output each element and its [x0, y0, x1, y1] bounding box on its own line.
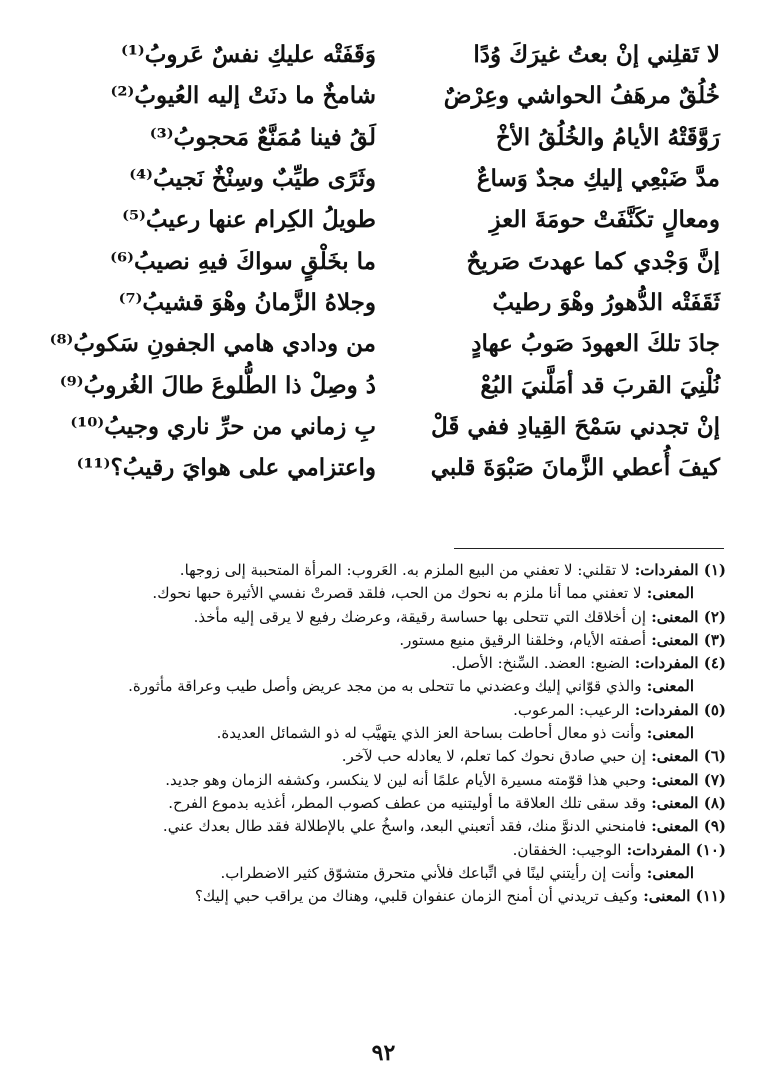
verse-second-hemistich: وجلاهُ الزَّمانُ وهْوَ قشيبُ⁽⁷⁾	[118, 288, 376, 316]
footnote	[70, 862, 726, 885]
footnote-divider	[454, 548, 724, 549]
verse-second-hemistich: ما بخَلْقٍ سواكَ فيهِ نصيبُ⁽⁶⁾	[110, 247, 376, 275]
footnote-label: المعنى:	[646, 584, 694, 603]
footnote-label: المعنى:	[651, 770, 699, 789]
footnote	[70, 699, 726, 722]
page-number: ٩٢	[371, 1040, 396, 1066]
verse-10	[58, 406, 720, 447]
footnote	[70, 629, 726, 652]
verse-first-hemistich: خُلُقٌ مرهَفُ الحواشي وعِرْضٌ	[443, 82, 720, 110]
footnote-text: وأنت ذو معال أحاطت بساحة العز الذي يتهيَّب له ذو الشمائل العديدة.	[216, 724, 642, 743]
verse-first-hemistich: نُلْنِيَ القربَ قد أمَلَّنيَ البُعْ	[480, 371, 720, 399]
footnote-label: المعنى:	[646, 724, 694, 743]
footnote-label: المعنى:	[651, 747, 699, 766]
verse-first-hemistich: لا تَقلِني إنْ بعتُ غيرَكَ وُدًا	[473, 41, 720, 69]
footnote-number: (٢)	[703, 607, 726, 626]
footnote-label: المعنى:	[646, 863, 694, 882]
footnote-number: (٦)	[703, 747, 726, 766]
footnote-text: أصفته الأيام، وخلقنا الرقيق منيع مستور.	[399, 630, 647, 649]
verse-second-hemistich: وثَرًى طيِّبٌ وسِنْخٌ نَجيبُ⁽⁴⁾	[129, 165, 376, 193]
footnote-label: المفردات:	[634, 654, 699, 673]
footnote-text: إن أخلاقك التي تتحلى بها حساسة رقيقة، وعرضك رفيع لا يرقى إليه مأخذ.	[193, 607, 647, 626]
footnote-label: المفردات:	[626, 840, 691, 859]
footnote-text: وأنت إن رأيتني لينًا في اتِّباعك فلأني متحرق متشوّق كثير الاضطراب.	[220, 863, 642, 882]
footnote-text: الوجيب: الخفقان.	[512, 840, 622, 859]
verse-first-hemistich: مدَّ ضَبْعِي إليكِ مجدٌ وَساعٌ	[476, 165, 720, 193]
footnote-number: (١٠)	[695, 840, 726, 859]
verse-6	[58, 240, 720, 281]
footnote-number: (١١)	[695, 887, 726, 906]
verse-7	[58, 282, 720, 323]
verse-first-hemistich: ومعالٍ تكَنَّفَتْ حومَةَ العزِ	[489, 206, 720, 234]
verse-4	[58, 158, 720, 199]
footnote-text: الرعيب: المرعوب.	[513, 700, 630, 719]
footnote-label: المعنى:	[651, 607, 699, 626]
footnote-text: لا تعفني مما أنا ملزم به نحوك من الحب، فلقد قصرتْ نفسي الأثيرة حبها نحوك.	[152, 584, 642, 603]
footnote-label: المفردات:	[634, 561, 699, 579]
footnote	[70, 582, 726, 605]
verse-11	[58, 447, 720, 488]
footnote-label: المعنى:	[651, 793, 699, 812]
footnote-number: (٤)	[703, 654, 726, 673]
footnote-number: (٣)	[703, 630, 726, 649]
footnote-number: (٥)	[703, 700, 726, 719]
verse-second-hemistich: من ودادي هامي الجفونِ سَكوبُ⁽⁸⁾	[49, 330, 376, 358]
footnote	[70, 815, 726, 838]
verse-3	[58, 117, 720, 158]
footnote-number: (٨)	[703, 793, 726, 812]
footnote-text: الضبع: العضد. السِّنخ: الأصل.	[451, 654, 630, 673]
poem-block	[49, 34, 720, 488]
verse-9	[58, 364, 720, 405]
verse-first-hemistich: جادَ تلكَ العهودَ صَوبُ عهادٍ	[471, 330, 720, 358]
footnote-label: المفردات:	[634, 700, 699, 719]
footnote	[70, 722, 726, 745]
footnote-label: المعنى:	[651, 630, 699, 649]
footnote-label: المعنى:	[651, 817, 699, 836]
verse-second-hemistich: واعتزامي على هوايَ رقيبُ؟⁽¹¹⁾	[76, 454, 376, 482]
verse-second-hemistich: بِ زماني من حرِّ ناري وجيبُ⁽¹⁰⁾	[70, 412, 376, 440]
verse-second-hemistich: دُ وصِلْ ذا الطُّلوعَ طالَ الغُروبُ⁽⁹⁾	[59, 371, 376, 399]
verse-1	[58, 34, 720, 75]
footnote-label: المعنى:	[646, 677, 694, 696]
footnote-text: إن حبي صادق نحوك كما تعلم، لا يعادله حب لآخر.	[341, 747, 647, 766]
footnote-number: (١)	[703, 561, 726, 579]
footnote	[70, 745, 726, 768]
footnote-text: فامنحني الدنوَّ منك، فقد أتعبني البعد، واسخُ علي بالإطلالة فقد طال بعدك عني.	[162, 817, 647, 836]
verse-8	[49, 323, 720, 364]
footnote-text: وكيف تريدني أن أمنح الزمان عنفوان قلبي، وهناك من يراقب حبي إليك؟	[194, 887, 638, 906]
footnote-text: وحبي هذا قوّمته مسيرة الأيام علمًا أنه لين لا ينكسر، وكشفه الزمان وهو جديد.	[165, 770, 647, 789]
verse-second-hemistich: طويلُ الكِرام عنها رعيبُ⁽⁵⁾	[122, 206, 376, 234]
footnote-text: وقد سقى تلك العلاقة ما أوليتنيه من عطف كصوب المطر، أغذيه بدموع الفرح.	[168, 793, 647, 812]
footnote	[70, 769, 726, 792]
footnote	[70, 675, 726, 698]
footnote-label: المعنى:	[643, 887, 691, 906]
footnote	[70, 885, 726, 908]
footnotes	[70, 559, 726, 908]
footnote-text: لا تقلني: لا تعفني من البيع الملزم به. العَروب: المرأة المتحببة إلى زوجها.	[179, 561, 630, 579]
verse-first-hemistich: رَوَّقَتْهُ الأيامُ والخُلُقُ الأخْ	[495, 123, 720, 151]
footnote-number: (٧)	[703, 770, 726, 789]
verse-5	[58, 199, 720, 240]
verse-first-hemistich: ثَقَفَتْه الدُّهورُ وهْوَ رطيبٌ	[492, 288, 720, 316]
footnote	[70, 839, 726, 862]
verse-first-hemistich: إنَّ وَجْدي كما عهدتَ صَريحٌ	[466, 247, 720, 275]
footnote-text: والذي قوّاني إليك وعضدني ما تتحلى به من مجد عريض وأصل طيب وعراقة مأثورة.	[128, 677, 642, 696]
footnote	[70, 652, 726, 675]
footnote	[70, 792, 726, 815]
verse-second-hemistich: شامخٌ ما دنَتْ إليه العُيوبُ⁽²⁾	[110, 82, 376, 110]
footnote	[70, 559, 726, 582]
verse-second-hemistich: لَقُ فينا مُمَنَّعٌ مَحجوبُ⁽³⁾	[149, 123, 376, 151]
verse-first-hemistich: إنْ تجدني سَمْحَ القِيادِ ففي قَلْ	[430, 412, 720, 440]
verse-2	[58, 75, 720, 116]
footnote-number: (٩)	[703, 817, 726, 836]
verse-first-hemistich: كيفَ أُعطي الزَّمانَ صَبْوَةَ قلبي	[430, 454, 720, 482]
footnote	[70, 606, 726, 629]
verse-second-hemistich: وَقَفَتْه عليكِ نفسٌ عَروبُ⁽¹⁾	[120, 41, 376, 69]
